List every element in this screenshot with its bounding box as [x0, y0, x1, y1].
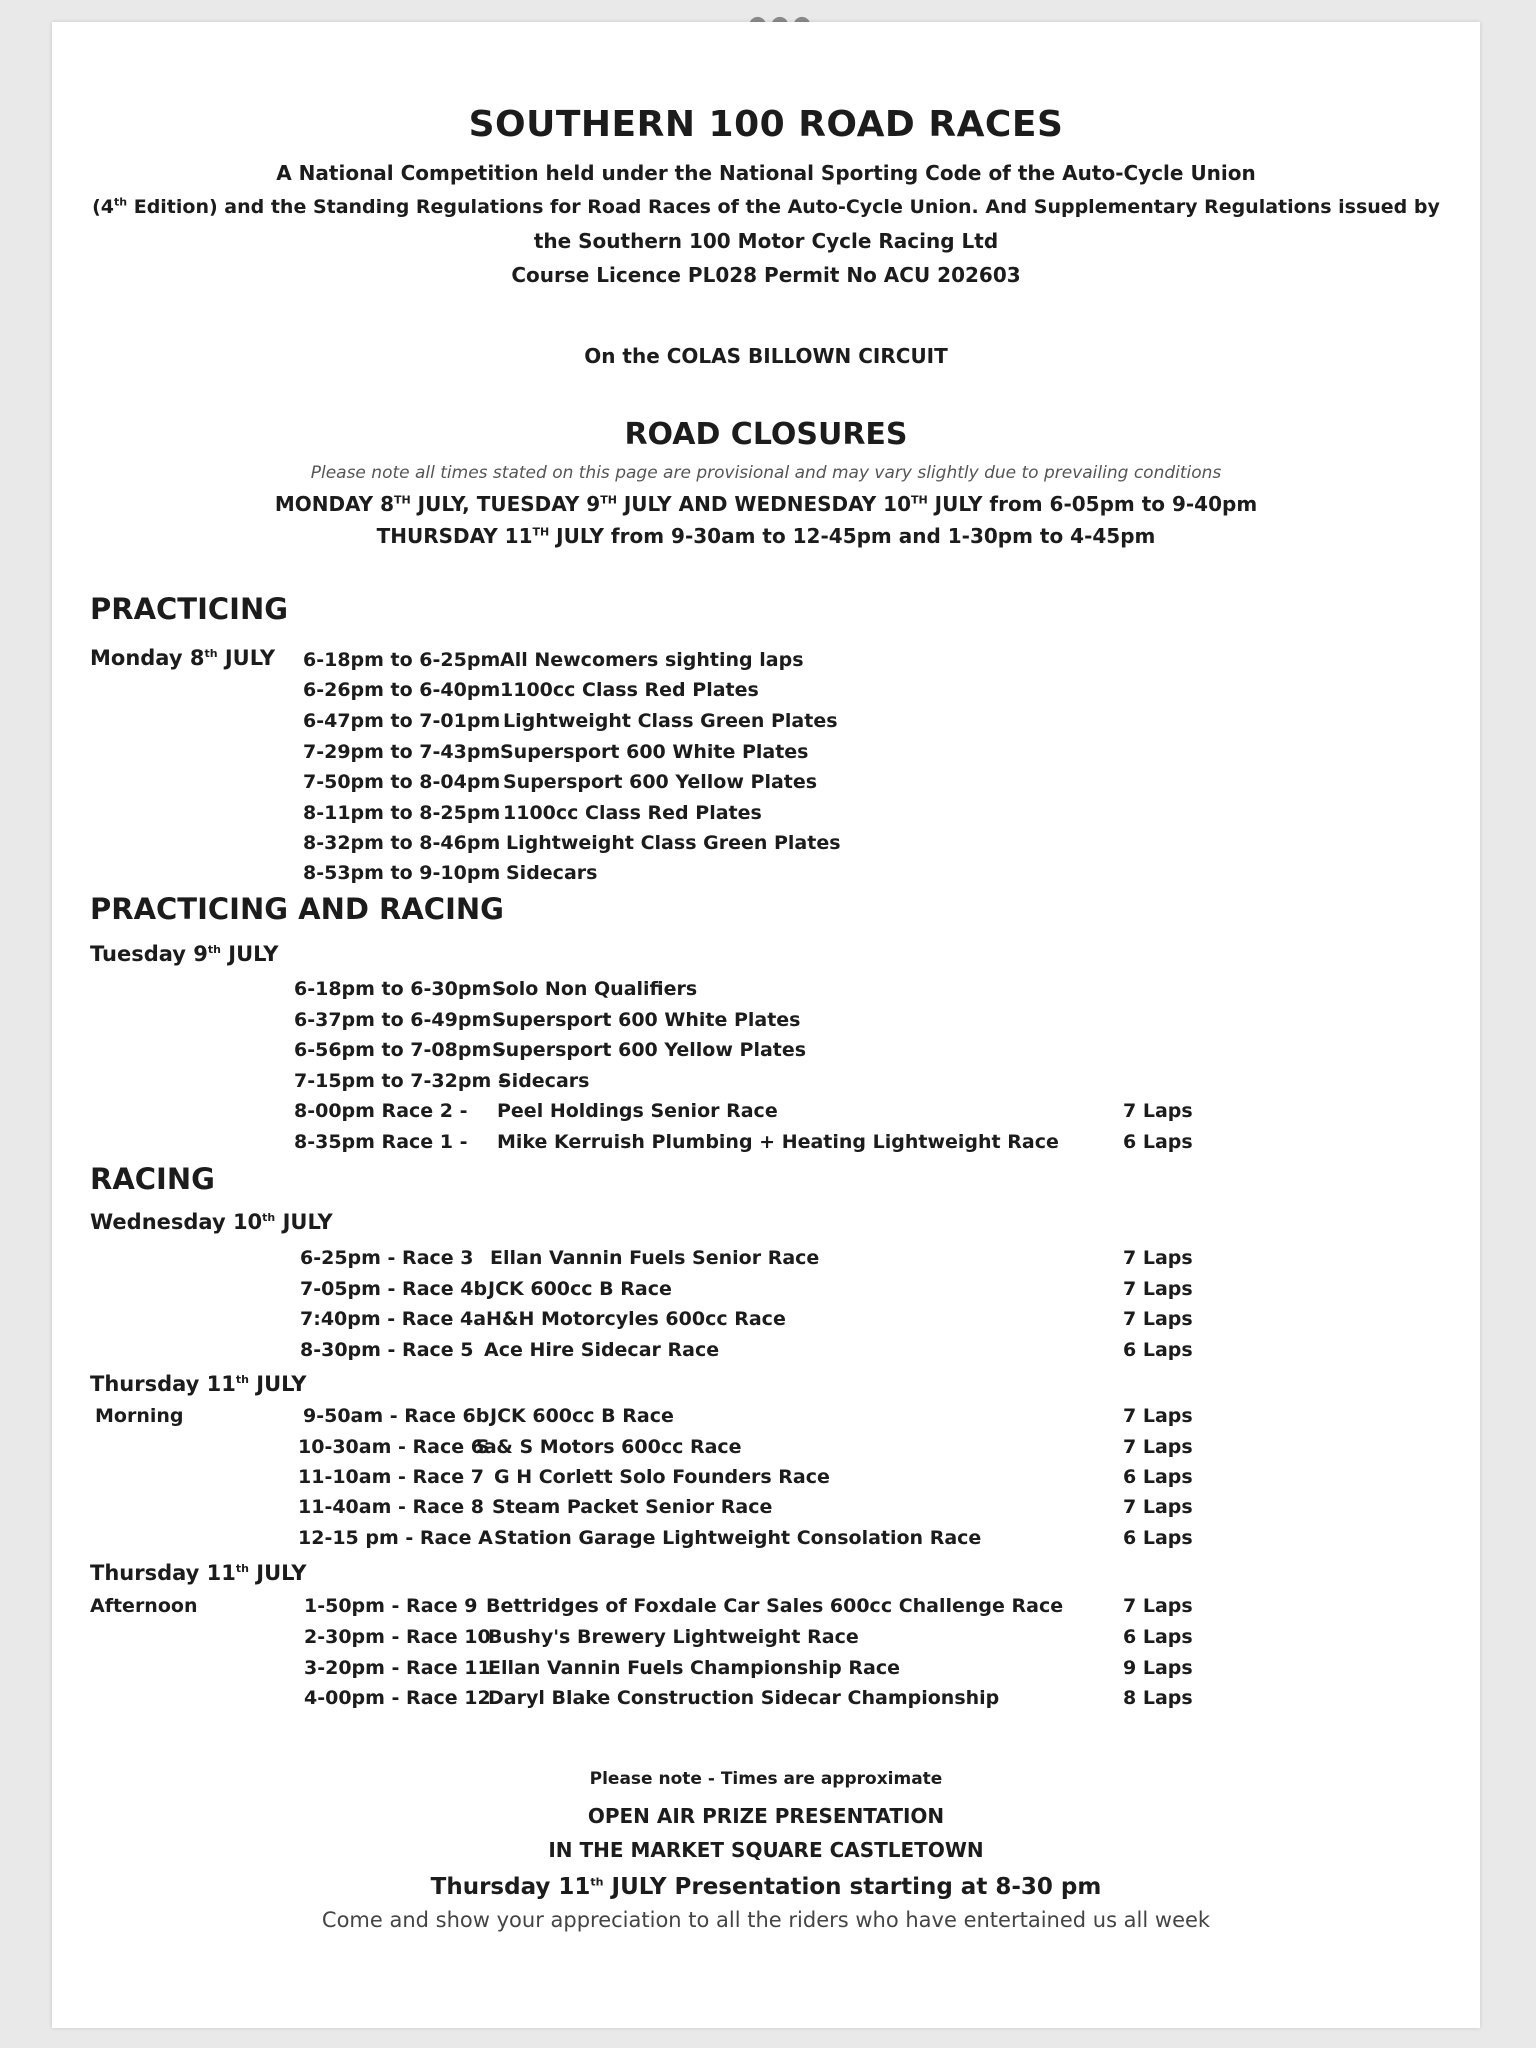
- race-name: Station Garage Lightweight Consolation Race: [494, 1527, 982, 1549]
- practice-time: 7-29pm to 7-43pm: [303, 741, 501, 763]
- race-time: 3-20pm - Race 11: [304, 1657, 491, 1679]
- race-name: JCK 600cc B Race: [488, 1278, 672, 1300]
- race-laps: 7 Laps: [1123, 1278, 1193, 1300]
- race-time: 6-25pm - Race 3: [300, 1247, 474, 1269]
- presentation-title: OPEN AIR PRIZE PRESENTATION: [587, 1804, 945, 1828]
- race-name: Ellan Vannin Fuels Senior Race: [490, 1247, 820, 1269]
- race-name: Bushy's Brewery Lightweight Race: [488, 1626, 859, 1648]
- race-name: Peel Holdings Senior Race: [497, 1100, 778, 1122]
- document-title: SOUTHERN 100 ROAD RACES: [468, 104, 1064, 145]
- practice-time: 6-56pm to 7-08pm -: [294, 1039, 506, 1061]
- thursday-morning-day-label: Thursday 11th JULY: [90, 1372, 307, 1396]
- race-laps: 7 Laps: [1123, 1247, 1193, 1269]
- presentation-location: IN THE MARKET SQUARE CASTLETOWN: [548, 1838, 984, 1862]
- wednesday-day-label: Wednesday 10th JULY: [90, 1210, 333, 1234]
- presentation-time: Thursday 11th JULY Presentation starting at 8-30 pm: [430, 1874, 1102, 1900]
- practice-desc: Sidecars: [498, 1070, 590, 1092]
- race-time: 11-40am - Race 8: [298, 1496, 484, 1518]
- race-laps: 9 Laps: [1123, 1657, 1193, 1679]
- race-name: H&H Motorcyles 600cc Race: [486, 1308, 786, 1330]
- practice-desc: Supersport 600 Yellow Plates: [492, 1039, 807, 1061]
- monday-day-label: Monday 8th JULY: [90, 646, 276, 670]
- race-time: 2-30pm - Race 10: [304, 1626, 491, 1648]
- practice-desc: Lightweight Class Green Plates: [503, 710, 838, 732]
- practice-time: 7-50pm to 8-04pm: [303, 771, 501, 793]
- practice-time: 6-26pm to 6-40pm: [303, 679, 501, 701]
- practice-time: 8-11pm to 8-25pm: [303, 802, 501, 824]
- document-page: [52, 22, 1480, 2028]
- race-laps: 6 Laps: [1123, 1626, 1193, 1648]
- race-laps: 6 Laps: [1123, 1131, 1193, 1153]
- approximate-times-note: Please note - Times are approximate: [589, 1769, 943, 1789]
- practicing-racing-heading: PRACTICING AND RACING: [90, 892, 504, 926]
- appreciation-message: Come and show your appreciation to all the riders who have entertained us all week: [321, 1908, 1211, 1932]
- race-laps: 8 Laps: [1123, 1687, 1193, 1709]
- practice-desc: Supersport 600 White Plates: [492, 1009, 801, 1031]
- practice-time: 6-47pm to 7-01pm: [303, 710, 501, 732]
- race-time: 8-35pm Race 1 -: [294, 1131, 468, 1153]
- race-name: G H Corlett Solo Founders Race: [494, 1466, 830, 1488]
- race-name: Ace Hire Sidecar Race: [484, 1339, 720, 1361]
- race-time: 7-05pm - Race 4b: [300, 1278, 488, 1300]
- race-name: Bettridges of Foxdale Car Sales 600cc Challenge Race: [486, 1595, 1064, 1617]
- race-time: 12-15 pm - Race A: [298, 1527, 493, 1549]
- race-laps: 7 Laps: [1123, 1100, 1193, 1122]
- racing-heading: RACING: [90, 1162, 215, 1196]
- morning-label: Morning: [95, 1405, 184, 1427]
- race-time: 1-50pm - Race 9: [304, 1595, 478, 1617]
- practice-time: 6-37pm to 6-49pm -: [294, 1009, 506, 1031]
- tuesday-day-label: Tuesday 9th JULY: [90, 942, 279, 966]
- race-name: Mike Kerruish Plumbing + Heating Lightweight Race: [497, 1131, 1059, 1153]
- practice-time: 6-18pm to 6-30pm -: [294, 978, 506, 1000]
- practice-time: 7-15pm to 7-32pm -: [294, 1070, 506, 1092]
- circuit-name: On the COLAS BILLOWN CIRCUIT: [584, 344, 948, 368]
- race-time: 7:40pm - Race 4a: [300, 1308, 487, 1330]
- practicing-heading: PRACTICING: [90, 592, 289, 626]
- race-laps: 7 Laps: [1123, 1308, 1193, 1330]
- intro-line-2: (4th Edition) and the Standing Regulations for Road Races of the Auto-Cycle Union. And Supplementary Regulations issued by: [92, 195, 1440, 218]
- race-time: 9-50am - Race 6b: [303, 1405, 490, 1427]
- practice-desc: 1100cc Class Red Plates: [503, 802, 762, 824]
- practice-desc: Supersport 600 White Plates: [500, 741, 809, 763]
- race-laps: 7 Laps: [1123, 1405, 1193, 1427]
- race-name: Daryl Blake Construction Sidecar Championship: [488, 1687, 1000, 1709]
- race-name: S & S Motors 600cc Race: [476, 1436, 742, 1458]
- practice-time: 6-18pm to 6-25pm: [303, 649, 501, 671]
- practice-desc: 1100cc Class Red Plates: [500, 679, 759, 701]
- race-laps: 6 Laps: [1123, 1466, 1193, 1488]
- practice-desc: Lightweight Class Green Plates: [506, 832, 841, 854]
- practice-desc: All Newcomers sighting laps: [500, 649, 804, 671]
- race-time: 4-00pm - Race 12: [304, 1687, 491, 1709]
- race-time: 8-30pm - Race 5: [300, 1339, 474, 1361]
- practice-time: 8-32pm to 8-46pm: [303, 832, 501, 854]
- intro-line-3: the Southern 100 Motor Cycle Racing Ltd: [533, 229, 999, 253]
- road-closures-title: ROAD CLOSURES: [624, 417, 908, 452]
- closure-line-2: THURSDAY 11TH JULY from 9-30am to 12-45pm and 1-30pm to 4-45pm: [376, 524, 1156, 548]
- race-time: 11-10am - Race 7: [298, 1466, 484, 1488]
- race-laps: 7 Laps: [1123, 1436, 1193, 1458]
- race-name: Steam Packet Senior Race: [492, 1496, 773, 1518]
- course-licence: Course Licence PL028 Permit No ACU 202603: [511, 263, 1021, 287]
- intro-line-1: A National Competition held under the National Sporting Code of the Auto-Cycle Union: [276, 161, 1256, 185]
- practice-desc: Sidecars: [506, 862, 598, 884]
- practice-desc: Supersport 600 Yellow Plates: [503, 771, 818, 793]
- race-name: Ellan Vannin Fuels Championship Race: [488, 1657, 900, 1679]
- thursday-afternoon-day-label: Thursday 11th JULY: [90, 1561, 307, 1585]
- race-laps: 6 Laps: [1123, 1527, 1193, 1549]
- race-name: JCK 600cc B Race: [490, 1405, 674, 1427]
- practice-desc: Solo Non Qualifiers: [492, 978, 698, 1000]
- race-laps: 6 Laps: [1123, 1339, 1193, 1361]
- closure-line-1: MONDAY 8TH JULY, TUESDAY 9TH JULY AND WEDNESDAY 10TH JULY from 6-05pm to 9-40pm: [274, 492, 1258, 516]
- race-laps: 7 Laps: [1123, 1496, 1193, 1518]
- afternoon-label: Afternoon: [90, 1595, 198, 1617]
- race-time: 10-30am - Race 6a: [298, 1436, 497, 1458]
- race-laps: 7 Laps: [1123, 1595, 1193, 1617]
- practice-time: 8-53pm to 9-10pm: [303, 862, 501, 884]
- race-time: 8-00pm Race 2 -: [294, 1100, 468, 1122]
- provisional-note: Please note all times stated on this page are provisional and may vary slightly due to prevailing conditions: [310, 463, 1222, 483]
